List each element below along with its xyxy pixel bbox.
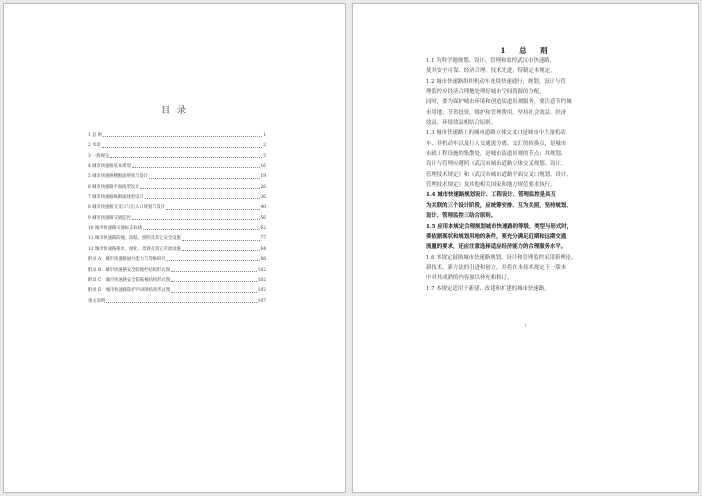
toc-entry [88, 221, 266, 231]
toc-entry-page: 77 [260, 236, 266, 242]
toc-entry-page: 2 [263, 143, 266, 149]
toc-leader-dots [171, 281, 257, 282]
body-line: 市用地；节省投资，维护和管理费用，坚持社会效益、经济 [426, 109, 567, 116]
toc-entry-page: 62 [260, 226, 266, 232]
chapter-title: 1 总 则 [500, 46, 551, 55]
body-line: 中对其成熟的内容加以补充和修订。 [426, 275, 513, 282]
toc-leader-dots [167, 260, 260, 261]
body-line: 1.6 本规定鼓励城市快速路规划、设计和管理监控采用新理论、 [426, 254, 577, 261]
toc-leader-dots [102, 147, 263, 148]
toc-entry-page: 56 [260, 215, 266, 221]
body-line: 1.7 本规定适用于新建、改建和扩建的城市快速路。 [426, 285, 550, 292]
toc-entry-title: 附录 A 城市快速路通行能力与等级研究 [88, 257, 166, 263]
toc-leader-dots [132, 167, 260, 168]
toc-entry [88, 128, 266, 138]
toc-leader-dots [140, 188, 259, 189]
toc-entry [88, 159, 266, 169]
body-line: 车、非机动车以及行人交通流分离、交汇的转换点，是城市 [426, 140, 567, 147]
toc-entry [88, 180, 266, 190]
toc-entry [88, 231, 266, 241]
toc-leader-dots [166, 209, 259, 210]
toc-leader-dots [182, 250, 260, 251]
toc-entry-title: 7 城市快速路纵断面线型设计 [88, 195, 144, 201]
body-line: 1.5 应用本规定合理规划城市快速路的等级、类型与形式时， [426, 223, 573, 230]
toc-entry [88, 283, 266, 293]
toc-entry-title: 2 术语 [88, 143, 101, 149]
toc-entry [88, 242, 266, 252]
body-line: 理监控应经济合理地处理好城市空间资源的分配， [426, 89, 545, 96]
toc-leader-dots [182, 240, 260, 241]
toc-entry-page: 102 [257, 288, 266, 294]
toc-entry-title: 附录 B 城市快速路安全防撞栏结构形式图 [88, 267, 170, 273]
toc-entry [88, 200, 266, 210]
toc-entry [88, 169, 266, 179]
toc-title: 目 录 [161, 106, 188, 116]
body-line: 设计与管理应遵照《武汉市城市道路立体交叉规划、设计、 [426, 161, 567, 168]
toc-entry-page: 102 [257, 267, 266, 273]
toc-entry-page: 1 [263, 133, 266, 139]
toc-entry-title: 10 城市快速路交通标志标线 [88, 226, 143, 232]
toc-leader-dots [145, 198, 260, 199]
body-line: 要依据现状和规划用地的条件，要充分满足近期和远期交通 [426, 233, 567, 240]
toc-leader-dots [110, 157, 262, 158]
body-line: 同时，要为保护城市环境和创造街道景观服务，要注意节约城 [426, 99, 572, 106]
body-line: 1.4 城市快速路规划设计、工程设计、管理监控是具互 [426, 192, 556, 199]
toc-entry-title: 8 城市快速路交叉口与出入口规划与设计 [88, 205, 166, 211]
toc-entry-title: 3 一般规定 [88, 153, 110, 159]
body-line: 1.3 城市快速路上的城市道路立体交叉口是城市中大量机动 [426, 130, 566, 137]
toc-entry [88, 252, 266, 262]
body-line: 管理技术规定》和《武汉市城市道路平面交叉口规划、设计、 [426, 171, 572, 178]
toc-entry-title: 5 城市快速路横断面规划与设计 [88, 174, 148, 180]
toc-leader-dots [171, 292, 257, 293]
chapter-page [352, 3, 699, 493]
toc-entry-title: 1 总 则 [88, 133, 103, 139]
toc-leader-dots [106, 302, 257, 303]
toc-leader-dots [171, 271, 257, 272]
toc-entry-page: 5 [263, 153, 266, 159]
toc-entry-title: 9 城市快速路交通监控 [88, 215, 131, 221]
toc-entry [88, 211, 266, 221]
toc-entry-page: 84 [260, 246, 266, 252]
toc-entry-page: 36 [260, 195, 266, 201]
toc-entry-page: 107 [257, 298, 266, 304]
toc-entry [88, 294, 266, 304]
toc-leader-dots [143, 229, 259, 230]
body-line: 效益、环境效益相结合原则。 [426, 120, 497, 127]
toc-entry-page: 19 [260, 174, 266, 180]
page-number: 1 [524, 323, 527, 328]
toc-entry-page: 16 [260, 164, 266, 170]
toc-entry-title: 6 城市快速路平面线型设计 [88, 184, 140, 190]
toc-entry [88, 273, 266, 283]
toc-entry-title: 11 城市快速路防撞、防眩、照明及其它安全设施 [88, 236, 181, 242]
body-line: 市政工程设施的集散处，是城市街道景观的节点；其规划、 [426, 151, 567, 158]
toc-entry-page: 102 [257, 277, 266, 283]
toc-leader-dots [149, 178, 260, 179]
toc-page [3, 3, 346, 493]
toc-leader-dots [132, 219, 260, 220]
toc-entry [88, 190, 266, 200]
toc-entry-title: 4 城市快速路基本规划 [88, 164, 131, 170]
body-line: 新技术、新方法的引进和创立，并将在本技术规定下一版本 [426, 264, 567, 271]
toc-entry-title: 12 城市快速路排水、绿化、景观及其它市政设施 [88, 246, 181, 252]
toc-entry [88, 138, 266, 148]
body-line: 1.1 为科学地规划、设计、管理和监控武汉市快速路， [426, 58, 555, 64]
toc-list [88, 128, 266, 304]
toc-leader-dots [103, 136, 262, 137]
body-line: 设计、管理监控三结合原则。 [426, 213, 497, 220]
body-line: 1.2 城市快速路组织机动车连续快速通行，规划、设计与管 [426, 78, 566, 85]
toc-entry [88, 149, 266, 159]
toc-entry-page: 26 [260, 184, 266, 190]
body-line: 流量的要求，还应注意选择适应经济能力的合理服务水平。 [426, 244, 567, 251]
toc-entry-title: 条文说明 [88, 298, 106, 304]
toc-entry-title: 附录 D 城市快速路防护声屏障结构形式图 [88, 288, 171, 294]
body-line: 管理技术规定》及其他相关国家和地方规范要求执行。 [426, 182, 556, 189]
toc-entry [88, 262, 266, 272]
chapter-body [426, 56, 624, 294]
body-line: 为关联的三个设计阶段，应统筹安排、互为关照，坚持规划、 [426, 202, 572, 209]
toc-entry-title: 附录 C 城市快速路安全防眩板结构形式图 [88, 277, 170, 283]
body-line: 使其安全可靠、经济合理、技术先进，特制定本规定。 [426, 68, 556, 75]
toc-entry-page: 88 [260, 257, 266, 263]
toc-entry-page: 40 [260, 205, 266, 211]
